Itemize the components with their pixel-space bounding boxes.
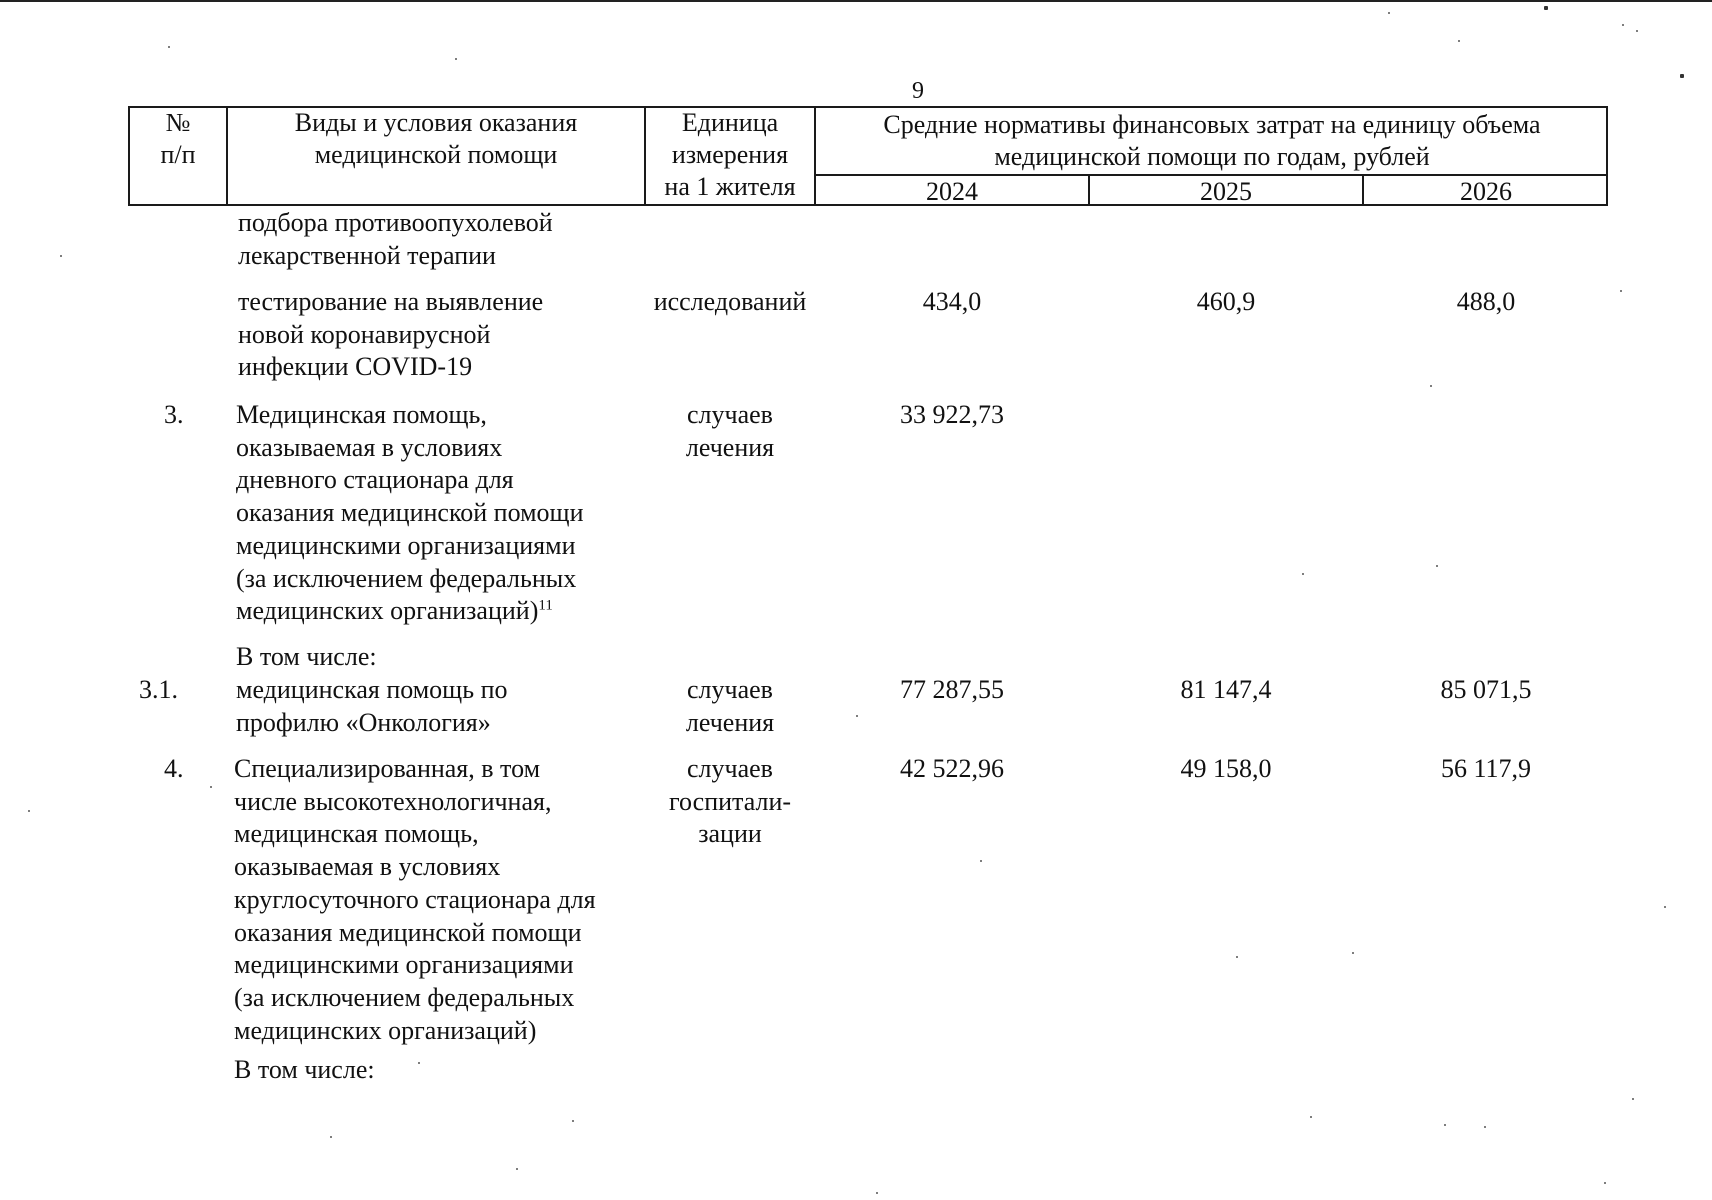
header-col-type [228,107,644,171]
scan-top-edge [0,0,1712,2]
scan-speck [980,860,982,862]
scan-speck [1664,906,1666,908]
text-line: медицинская помощь по [236,675,508,704]
text-line: новой коронавирусной [238,319,491,349]
header-col-type-line: медицинской помощи [314,140,558,169]
scan-speck [1430,385,1432,387]
text-line: медицинскими организациями [234,950,574,980]
text-line: числе высокотехнологичная, [234,786,552,816]
row-3-1-type [236,674,507,739]
scan-speck [1458,40,1460,42]
text-line: оказываемая в условиях [236,432,503,462]
scan-speck [1680,74,1684,78]
scan-speck [168,46,170,48]
row-3-number: 3. [164,400,184,429]
header-col-number-line: № [165,108,191,137]
row-covid-2024: 434,0 [922,287,982,316]
row-3-1-2025: 81 147,4 [1180,675,1272,704]
row-4-2024: 42 522,96 [900,754,1004,783]
text-line: случаев [687,754,773,783]
row-covid-type [238,286,543,384]
text-line: случаев [687,400,773,429]
row-4-number: 4. [164,754,184,783]
row-covid-2025: 460,9 [1196,287,1256,316]
row-3-1-2026: 85 071,5 [1440,675,1532,704]
header-col-type-line: Виды и условия оказания [294,108,578,137]
scan-speck [1302,573,1304,575]
scan-speck [1622,24,1624,26]
row-3-type [236,399,583,628]
row-3-unit [646,399,814,464]
text-line: тестирование на выявление [238,287,544,316]
scan-speck [1604,1182,1606,1184]
scan-speck [418,1062,420,1064]
scan-speck [1388,12,1390,14]
text-line: профилю «Онкология» [236,707,491,737]
row-3-including-label: В том числе: [236,642,377,671]
row-4-type [234,753,596,1047]
scan-speck [1636,30,1638,32]
row-3-1-2024: 77 287,55 [900,675,1004,704]
scan-speck [1484,1126,1486,1128]
scan-speck [1620,290,1622,292]
scan-speck [1436,565,1438,567]
row-covid-2026: 488,0 [1456,287,1516,316]
text-line: дневного стационара для [236,465,514,495]
header-col-norms-line: Средние нормативы финансовых затрат на единицу объема [883,110,1541,139]
scan-speck [1236,956,1238,958]
scan-speck [856,715,858,717]
row-3-1-number: 3.1. [139,675,178,704]
row-4-2025: 49 158,0 [1180,754,1272,783]
text-line: лекарственной терапии [238,240,496,270]
text-line: зации [698,819,762,849]
row-4-unit [646,753,814,851]
scan-speck [330,1136,332,1138]
header-year-2024: 2024 [926,177,978,206]
text-line: (за исключением федеральных [236,563,577,593]
text-line: оказания медицинской помощи [234,917,582,947]
row-4-2026: 56 117,9 [1440,754,1532,783]
scan-speck [60,255,62,257]
scan-speck [455,58,457,60]
header-col-number-line: п/п [160,140,196,169]
text-line: оказания медицинской помощи [236,498,584,528]
text-line: подбора противоопухолевой [238,208,553,237]
scan-speck [516,1168,518,1170]
scan-speck [1544,6,1548,10]
scan-speck [1632,1098,1634,1100]
header-col-number [130,107,226,171]
scan-speck [1444,1124,1446,1126]
text-line: медицинская помощь, [234,819,479,849]
row-3-2024: 33 922,73 [900,400,1004,429]
text-line: исследований [653,287,807,316]
header-col-unit-line: измерения [671,140,789,169]
header-col-norms [816,109,1608,173]
text-line: Медицинская помощь, [236,400,487,429]
row-4-including-label: В том числе: [234,1055,375,1084]
header-col-norms-line: медицинской помощи по годам, рублей [994,142,1430,171]
header-col-unit-line: Единица [681,108,779,137]
header-year-2026: 2026 [1460,177,1512,206]
row-covid-unit [646,286,814,319]
text-line: случаев [687,675,773,704]
row-continuation-type [238,207,553,272]
scan-speck [1310,1116,1312,1118]
scan-speck [1352,952,1354,954]
text-line: медицинских организаций) [234,1015,537,1045]
text-line: круглосуточного стационара для [234,884,596,914]
header-year-2025: 2025 [1200,177,1252,206]
header-col-unit-line: на 1 жителя [664,172,796,201]
scan-speck [210,786,212,788]
row-3-1-unit [646,674,814,739]
text-line: Специализированная, в том [234,754,541,783]
text-line: лечения [685,707,775,737]
text-line: медицинскими организациями [236,530,576,560]
text-line: медицинских организаций) [236,596,539,626]
text-line: оказываемая в условиях [234,852,501,882]
header-col-unit [646,107,814,203]
scan-speck [28,810,30,812]
text-line: (за исключением федеральных [234,982,575,1012]
text-line: лечения [685,432,775,462]
scan-speck [572,1120,574,1122]
footnote-marker: 11 [538,597,553,614]
page-number: 9 [912,78,924,104]
scan-speck [876,1192,878,1194]
text-line: госпитали- [668,786,792,816]
text-line: инфекции COVID-19 [238,352,473,382]
